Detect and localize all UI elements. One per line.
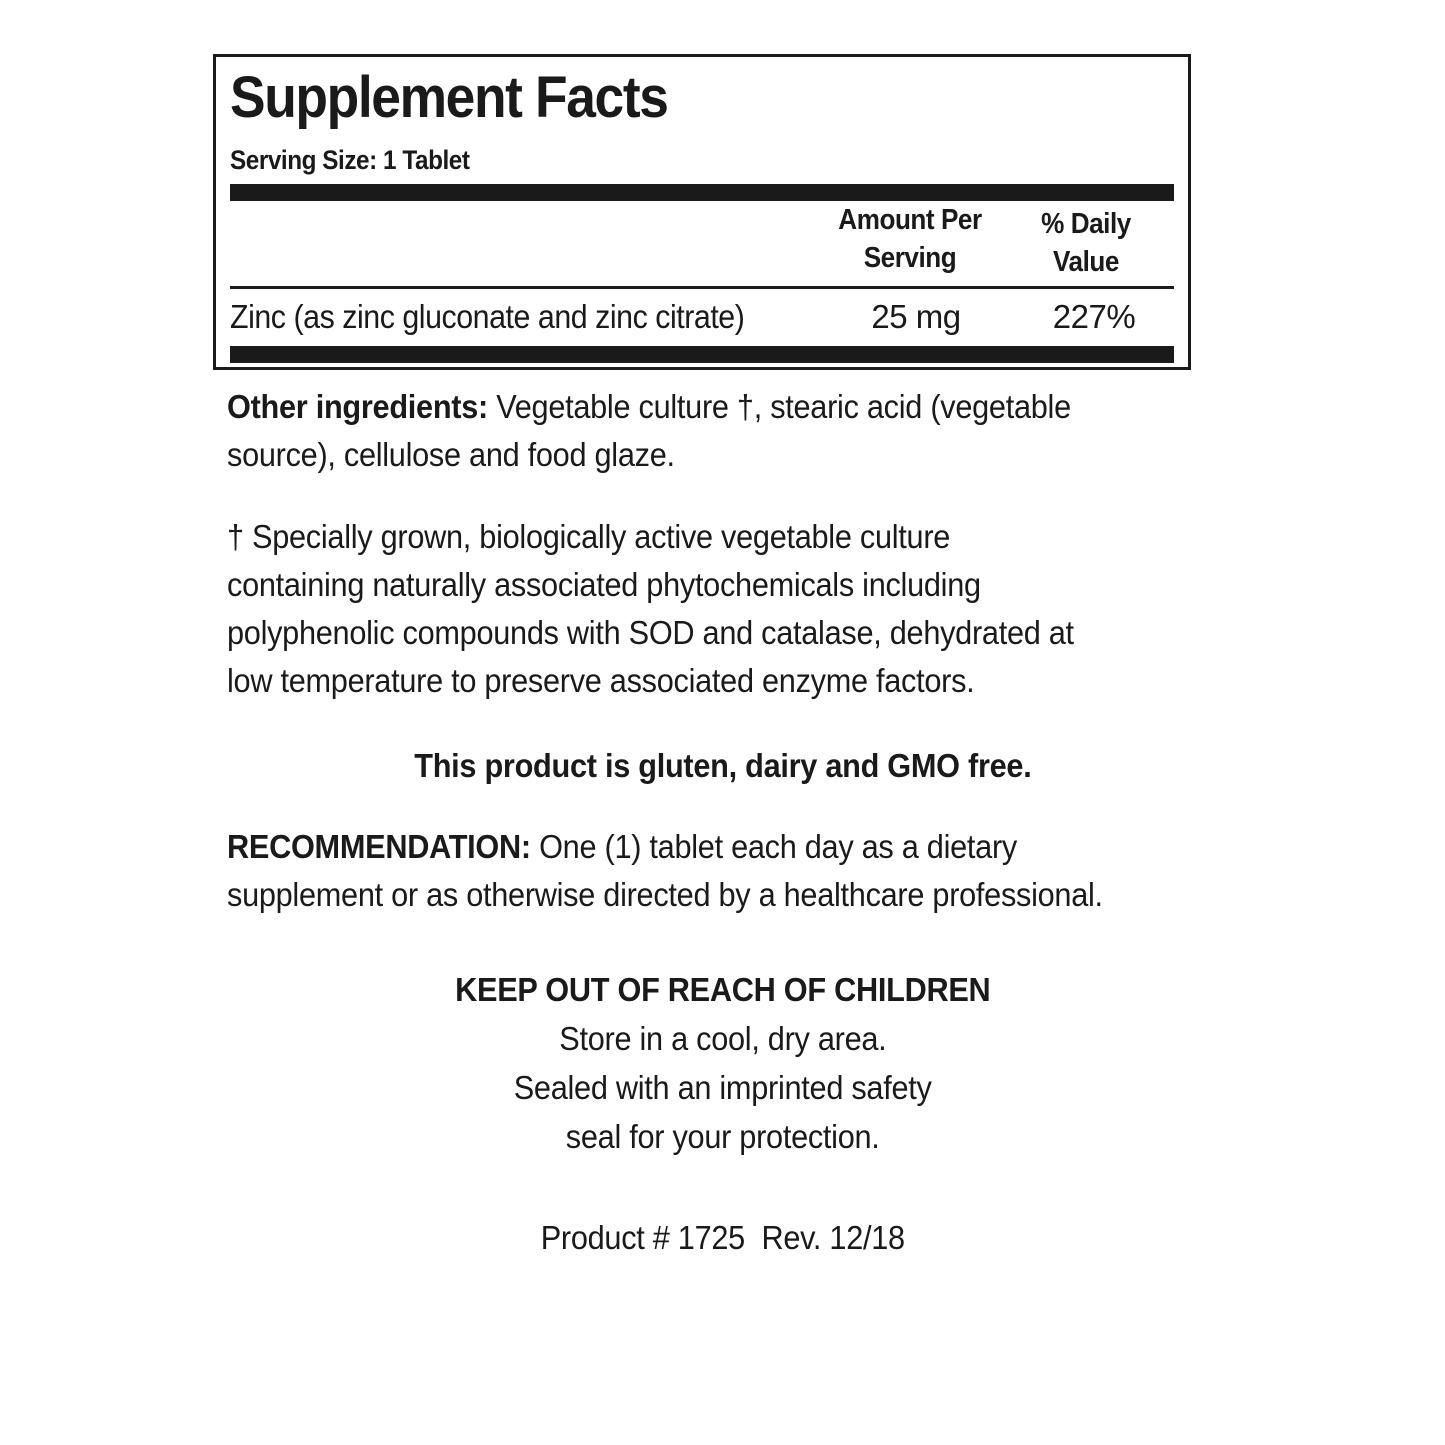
amount-per-serving-header [820,201,1000,277]
other-ingredients-label: Other ingredients: [227,388,488,425]
facts-title: Supplement Facts [230,65,668,130]
recommendation-text1: One (1) tablet each day as a dietary [530,828,1017,865]
footnote-line: polyphenolic compounds with SOD and catalase, dehydrated at [227,614,1074,651]
dv-header-line2: Value [1053,246,1119,278]
culture-footnote [227,513,1157,705]
protection-line [0,1112,1445,1161]
other-ingredients-line1 [227,383,1157,431]
seal-text: Sealed with an imprinted safety [513,1069,932,1106]
recommendation-label: RECOMMENDATION: [227,828,531,865]
protection-text: seal for your protection. [565,1118,880,1155]
bottom-thick-divider [230,346,1174,363]
product-number [0,1213,1445,1262]
nutrient-daily-value: 227% [1052,298,1136,335]
other-ingredients-text1: Vegetable culture †, stearic acid (vegetable [487,388,1071,425]
other-ingredients [227,383,1157,479]
supplement-facts-panel [213,54,1191,370]
serving-size: Serving Size: 1 Tablet [230,145,470,175]
gluten-free-text: This product is gluten, dairy and GMO free. [413,747,1032,784]
storage-line [0,1014,1445,1063]
recommendation [227,823,1157,919]
amount-header-line1: Amount Per [838,204,982,236]
amount-header-line2: Serving [863,242,957,274]
footnote-line: low temperature to preserve associated enzyme factors. [227,662,975,699]
header-rule [230,286,1174,289]
footnote-line: † Specially grown, biologically active vegetable culture [227,518,951,555]
other-ingredients-line2: source), cellulose and food glaze. [227,436,675,473]
warning-heading-line [0,965,1445,1014]
nutrient-amount: 25 mg [871,298,961,335]
top-thick-divider [230,184,1174,201]
recommendation-line2: supplement or as otherwise directed by a healthcare professional. [227,876,1103,913]
product-number-text: Product # 1725 Rev. 12/18 [540,1219,905,1256]
warning-heading: KEEP OUT OF REACH OF CHILDREN [454,971,991,1008]
seal-line [0,1063,1445,1112]
footnote-line: containing naturally associated phytochemicals including [227,566,981,603]
daily-value-header [1014,205,1158,281]
recommendation-line1 [227,823,1157,871]
nutrient-name: Zinc (as zinc gluconate and zinc citrate) [230,298,745,335]
storage-text: Store in a cool, dry area. [558,1020,887,1057]
warning-block [0,965,1445,1161]
dv-header-line1: % Daily [1041,208,1131,240]
gluten-free-statement [0,741,1445,790]
